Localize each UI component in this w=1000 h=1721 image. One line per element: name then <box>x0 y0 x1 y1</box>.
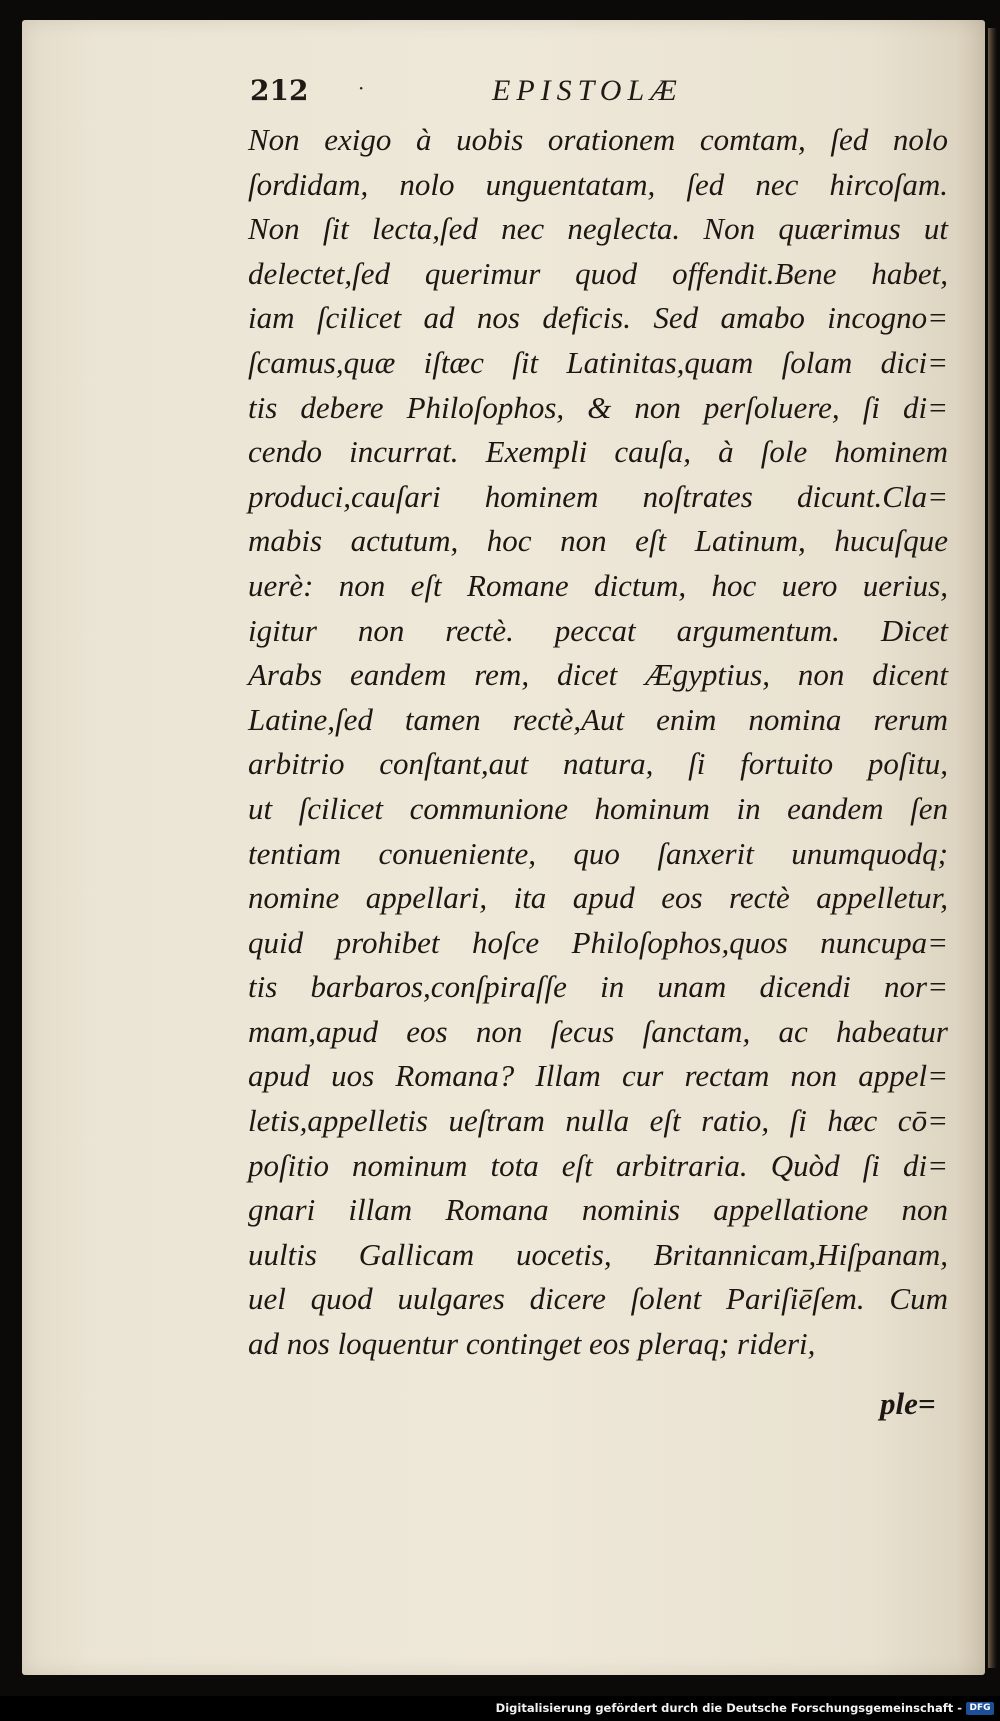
text-line: produci,cauſari hominem noſtrates dicunt.Cla= <box>248 478 948 514</box>
text-line: Non ſit lecta,ſed nec neglecta. Non quærimus ut <box>248 211 948 247</box>
text-line: delectet,ſed querimur quod offendit.Bene habet, <box>248 255 948 291</box>
text-line: tis barbaros,conſpiraſſe in unam dicendi nor= <box>248 969 948 1005</box>
dfg-logo-icon: DFG <box>966 1702 994 1715</box>
text-line: cendo incurrat. Exempli cauſa, à ſole hominem <box>248 434 948 470</box>
text-line: iam ſcilicet ad nos deficis. Sed amabo incogno= <box>248 300 948 336</box>
text-line: ſordidam, nolo unguentatam, ſed nec hircoſam. <box>248 166 948 202</box>
text-line: ut ſcilicet communione hominum in eandem ſen <box>248 790 948 826</box>
text-line: uerè: non eſt Romane dictum, hoc uero uerius, <box>248 567 948 603</box>
text-line: tis debere Philoſophos, & non perſoluere, ſi di= <box>248 389 948 425</box>
text-line: ſcamus,quæ iſtæc ſit Latinitas,quam ſolam dici= <box>248 344 948 380</box>
body-text <box>248 118 948 1367</box>
text-line: letis,appelletis ueſtram nulla eſt ratio, ſi hæc cō= <box>248 1103 948 1139</box>
text-line: uultis Gallicam uocetis, Britannicam,Hiſpanam, <box>248 1236 948 1272</box>
text-line: uel quod uulgares dicere ſolent Pariſiēſem. Cum <box>248 1281 948 1317</box>
text-line: quid prohibet hoſce Philoſophos,quos nuncupa= <box>248 924 948 960</box>
text-line: ad nos loquentur continget eos pleraq; rideri, <box>248 1326 816 1362</box>
text-line: gnari illam Romana nominis appellatione non <box>248 1192 948 1228</box>
text-line: Arabs eandem rem, dicet Ægyptius, non dicent <box>248 657 948 693</box>
running-head <box>250 74 950 114</box>
text-line: nomine appellari, ita apud eos rectè appelletur, <box>248 880 948 916</box>
page-number: 212 <box>250 74 309 107</box>
text-line: arbitrio conſtant,aut natura, ſi fortuito poſitu, <box>248 746 948 782</box>
page-edge <box>988 28 997 1668</box>
text-line: mabis actutum, hoc non eſt Latinum, hucuſque <box>248 523 948 559</box>
footer-credit: Digitalisierung gefördert durch die Deutsche Forschungsgemeinschaft - <box>495 1701 962 1715</box>
text-line: mam,apud eos non ſecus ſanctam, ac habeatur <box>248 1013 948 1049</box>
text-line: igitur non rectè. peccat argumentum. Dicet <box>248 612 948 648</box>
running-title: EPISTOLÆ <box>492 74 683 107</box>
text-line: apud uos Romana? Illam cur rectam non appel= <box>248 1058 948 1094</box>
text-line: tentiam conueniente, quo ſanxerit unumquodq; <box>248 835 948 871</box>
head-separator: · <box>358 76 365 100</box>
text-line: Latine,ſed tamen rectè,Aut enim nomina rerum <box>248 701 948 737</box>
text-line: Non exigo à uobis orationem comtam, ſed nolo <box>248 122 948 157</box>
text-line: poſitio nominum tota eſt arbitraria. Quòd ſi di= <box>248 1147 948 1183</box>
catchword: ple= <box>880 1386 936 1421</box>
